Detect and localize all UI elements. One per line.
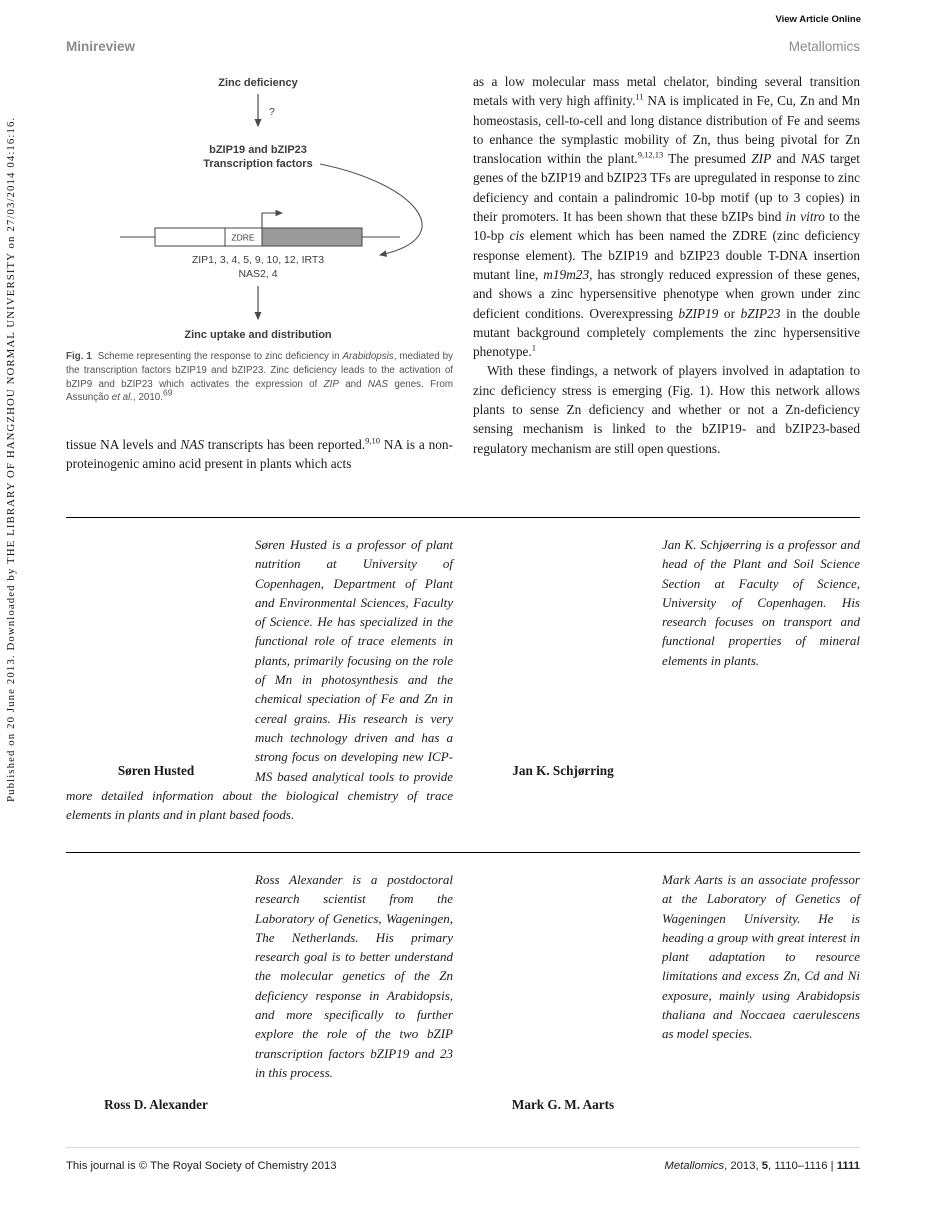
bio-name-jan-schjorring: Jan K. Schjørring: [512, 763, 614, 778]
figure-zinc-uptake-label: Zinc uptake and distribution: [184, 329, 332, 341]
figure-question-mark: ?: [269, 106, 275, 118]
left-column: [66, 72, 453, 474]
bio-name-soren-husted: Søren Husted: [117, 763, 195, 778]
bio-text-ross-alexander: Ross Alexander is a postdoctoral research scientist from the Laboratory of Genetics, Wageningen, The Netherlands. His primary research goal is to better understand the molecular genetics of the Zn deficiency response in Arabidopsis, and more specifically to further explore the role of the two bZIP transcription factors bZIP19 and 23 in this process.: [255, 872, 453, 1080]
footer-divider: [66, 1147, 860, 1148]
bio-photo-jan-schjorring: [473, 535, 653, 779]
section-divider-1: [66, 517, 860, 518]
bio-row-1: [66, 535, 860, 824]
right-column-paragraph-2: With these findings, a network of players involved in adaptation to zinc deficiency stress is emerging (Fig. 1). How this network allows plants to sense Zn deficiency and whether or not a Zn-deficiency sensing mechanism is linked to the bZIP19- and bZIP23-based regulatory mechanism are still open questions.: [473, 363, 860, 456]
right-column-paragraph-1: as a low molecular mass metal chelator, binding several transition metals with very high affinity.$^{11}$ NA is implicated in Fe, Cu, Zn and Mn homeostasis, cell-to-cell and long distance distribution of Fe and seems to enhance the symplastic mobility of Zn, thus being pivotal for Zn translocation within the plant.$^{9,12,13}$ The presumed ZIP and NAS target genes of the bZIP19 and bZIP23 TFs are upregulated in response to zinc deficiency and contain a palindromic 10-bp motif (up to 3 copies) in their promoters. It has been shown that these bZIPs bind in vitro to the 10-bp cis element which has been named the ZDRE (zinc deficiency response element). The bZIP19 and bZIP23 double T-DNA insertion mutant line, m19m23, has strongly reduced expression of these genes, and shows a zinc hypersensitive phenotype when grown under zinc deficient conditions. Overexpressing bZIP19 or bZIP23 in the double mutant background completely complements the zinc hypersensitive phenotype.$^1$: [473, 74, 861, 360]
figure-1-diagram: [66, 72, 453, 344]
bio-photo-soren-husted: [66, 535, 246, 779]
zdre-label: ZDRE: [231, 232, 255, 243]
section-divider-2: [66, 852, 860, 853]
bio-text-mark-aarts: Mark Aarts is an associate professor at the Laboratory of Genetics of Wageningen University. He is heading a group with great interest in plant adaptation to resource limitations and excess Zn, Cd and Ni exposure, mainly using Arabidopsis thaliana and Noccaea caerulescens as model species.: [662, 872, 860, 1042]
figure-tf-line1: bZIP19 and bZIP23: [209, 144, 307, 156]
bio-name-mark-aarts: Mark G. M. Aarts: [511, 1097, 615, 1112]
footer-citation: Metallomics, 2013, 5, 1110–1116 | 1111: [664, 1160, 860, 1172]
bio-name-ross-alexander: Ross D. Alexander: [104, 1097, 208, 1112]
page-footer: [66, 1160, 860, 1172]
footer-copyright: This journal is © The Royal Society of Chemistry 2013: [66, 1160, 337, 1172]
transcription-start-arrow: [262, 213, 282, 228]
download-stamp: Published on 20 June 2013. Downloaded by THE LIBRARY OF HANGZHOU NORMAL UNIVERSITY on 27/03/2014 04:16:16.: [5, 116, 17, 802]
bio-row-2: [66, 870, 860, 1113]
bio-photo-ross-alexander: [66, 870, 246, 1113]
section-label: Minireview: [66, 39, 136, 54]
figure-genes-line1: ZIP1, 3, 4, 5, 9, 10, 12, IRT3: [191, 254, 325, 266]
bio-ross-alexander: [66, 870, 453, 1113]
bio-text-soren-husted: Søren Husted is a professor of plant nutrition at University of Copenhagen, Department of Plant and Environmental Sciences, Faculty of Science. He has specialized in the functional role of trace elements in plants, primarily focusing on the role of Mn in photosynthesis and the chemical speciation of Fe and Zn in cereal grains. His research is very much technology driven and has a strong focus on developing new ICP-MS based analytical tools to provide more detailed information about the biological chemistry of trace elements in plants and in plant based foods.: [66, 537, 453, 823]
figure-zinc-deficiency-label: Zinc deficiency: [218, 77, 298, 89]
bio-jan-schjorring: [473, 535, 860, 824]
bio-mark-aarts: [473, 870, 860, 1113]
main-columns: [66, 72, 860, 474]
figure-1-caption: Fig. 1 Scheme representing the response to zinc deficiency in Arabidopsis, mediated by the transcription factors bZIP19 and bZIP23. Zinc deficiency leads to the activation of bZIP9 and bZIP23 which activates the expression of ZIP and NAS genes. From Assunção et al., 2010.69: [66, 351, 453, 404]
view-article-online-link[interactable]: View Article Online: [775, 14, 861, 25]
promoter-box: [155, 228, 225, 246]
figure-tf-line2: Transcription factors: [203, 158, 313, 170]
left-column-paragraph: tissue NA levels and NAS transcripts has been reported.$^{9,10}$ NA is a non-proteinogenic amino acid present in plants which acts: [66, 435, 453, 472]
journal-name: Metallomics: [788, 39, 860, 54]
figure-genes-line2: NAS2, 4: [238, 268, 278, 280]
bio-text-jan-schjorring: Jan K. Schjøerring is a professor and head of the Plant and Soil Science Section at Faculty of Science, University of Copenhagen. His research focuses on transport and functional properties of mineral elements in plants.: [662, 537, 860, 668]
right-column: [473, 72, 860, 474]
running-head: [66, 39, 860, 54]
gene-box: [262, 228, 362, 246]
bio-soren-husted: [66, 535, 453, 824]
bio-photo-mark-aarts: [473, 870, 653, 1113]
